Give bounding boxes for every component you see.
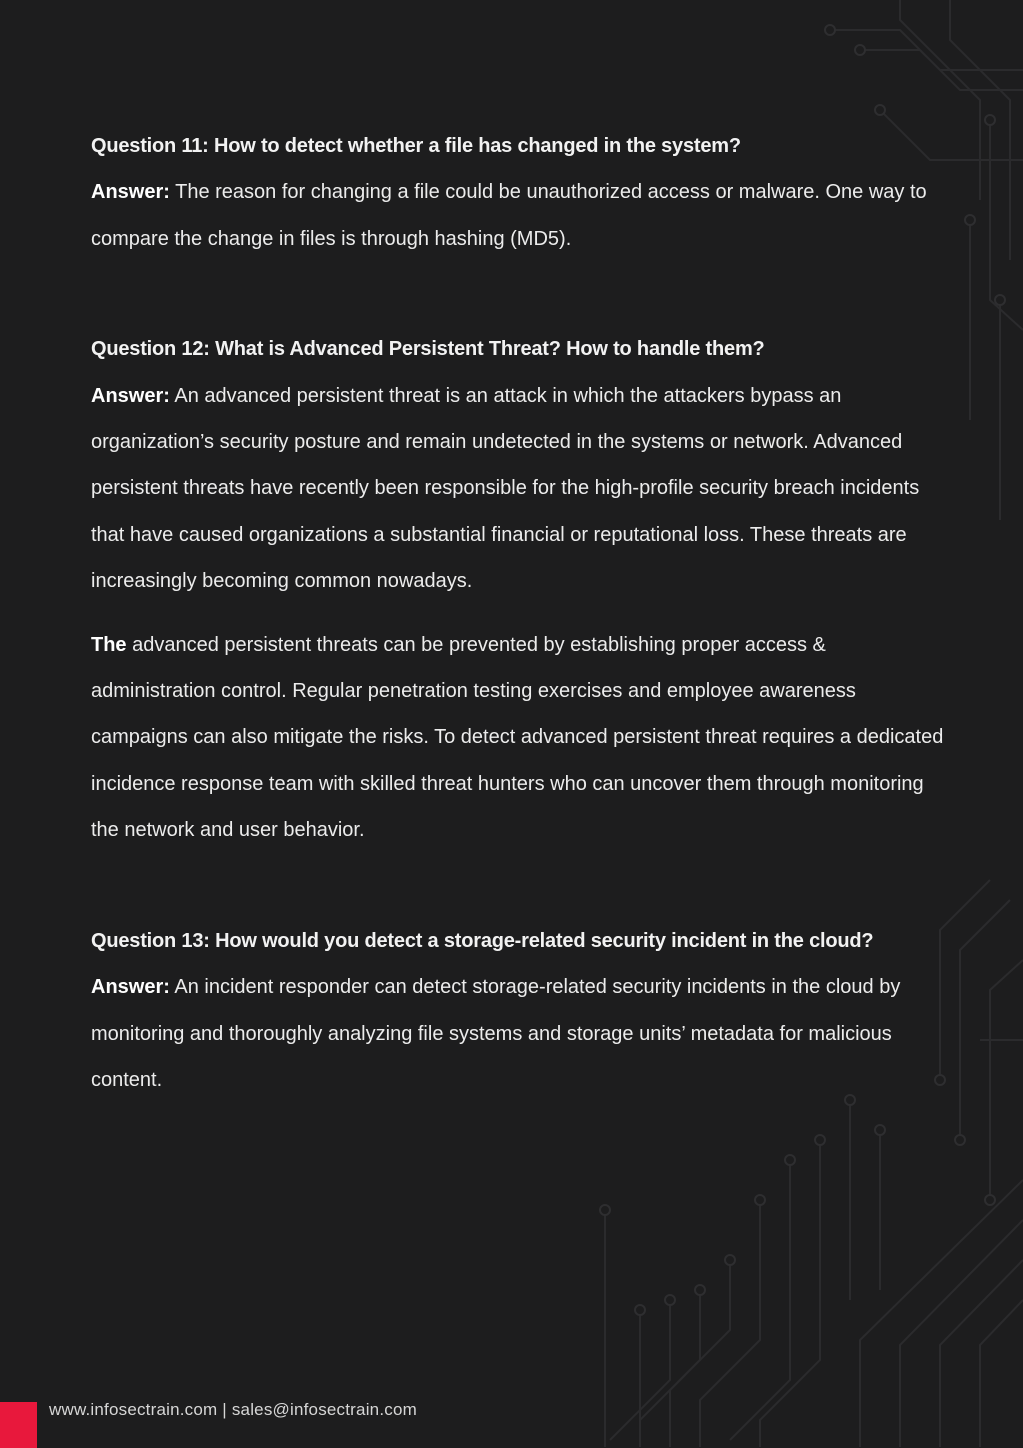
answer-lead: Answer: [91,384,170,407]
answer-text: The reason for changing a file could be unauthorized access or malware. One way to compare the change in files is through hashing (MD5). [91,181,927,250]
answer-paragraph [91,964,951,1103]
answer-text: An incident responder can detect storage-related security incidents in the cloud by monitoring and thoroughly analyzing file systems and storage units’ metadata for malicious content. [91,976,901,1091]
answer-paragraph [91,169,951,262]
footer-accent-bar [0,1402,37,1448]
answer-paragraph [91,622,951,854]
question-title: Question 13: How would you detect a storage-related security incident in the cloud? [91,929,874,952]
answer-text: An advanced persistent threat is an attack in which the attackers bypass an organization’s security posture and remain undetected in the systems or network. Advanced persistent threats have recently been responsible for the high-profile security breach incidents that have caused organizations a substantial financial or reputational loss. These threats are increasingly becoming common nowadays. [91,384,920,593]
answer-paragraph [91,373,951,605]
qa-block-13 [91,918,951,1104]
answer-lead: Answer: [91,976,170,999]
footer-contact[interactable]: www.infosectrain.com | sales@infosectrain.com [49,1400,417,1419]
page-footer [0,1400,1023,1448]
question-title: Question 12: What is Advanced Persistent Threat? How to handle them? [91,338,765,361]
qa-content [91,123,951,1103]
answer-lead: The [91,633,127,656]
qa-block-12 [91,326,951,853]
question-title: Question 11: How to detect whether a file has changed in the system? [91,135,741,157]
answer-text: advanced persistent threats can be prevented by establishing proper access & administration control. Regular penetration testing exercises and employee awareness campaigns can also mitigate the risks. To detect advanced persistent threat requires a dedicated incidence response team with skilled threat hunters who can uncover them through monitoring the network and user behavior. [91,633,944,842]
qa-block-11 [91,123,951,262]
answer-lead: Answer: [91,181,170,204]
